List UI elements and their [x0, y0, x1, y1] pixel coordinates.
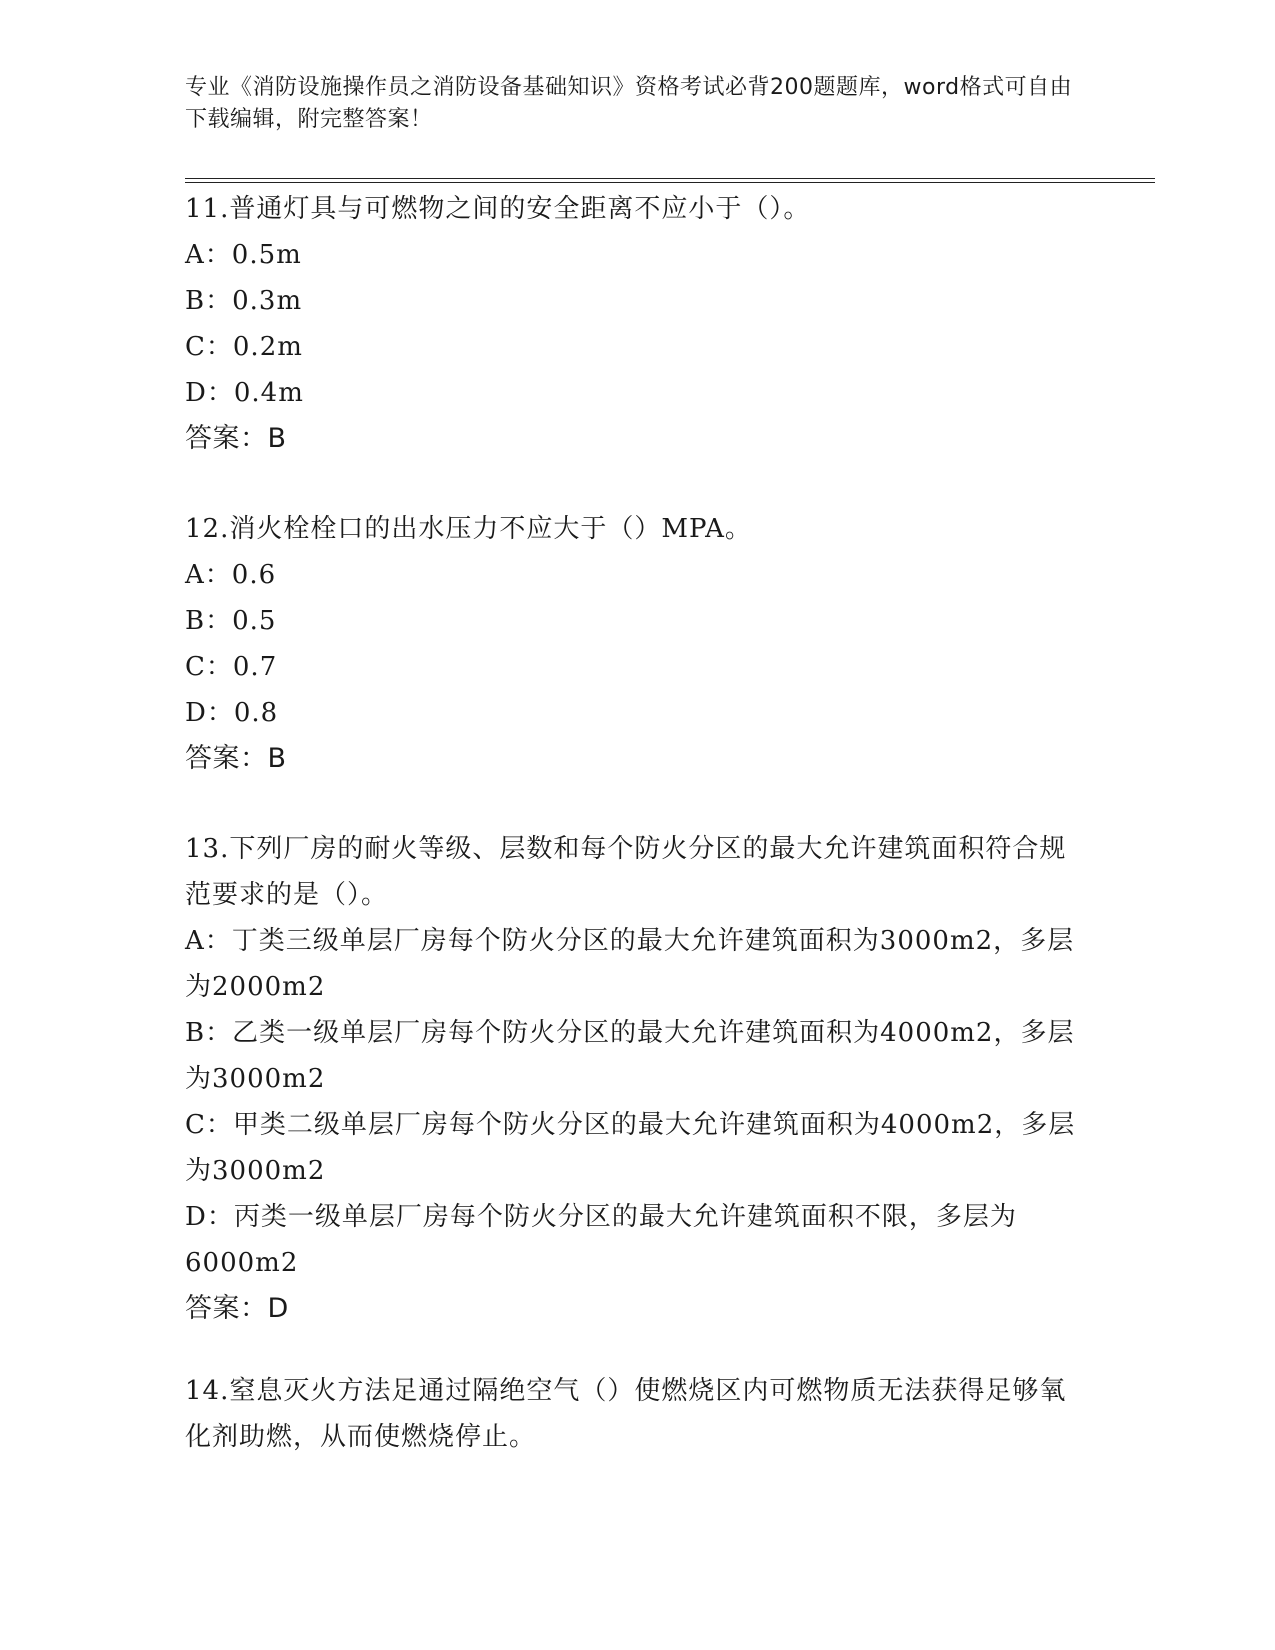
- answer: 答案：B: [185, 423, 287, 454]
- question-stem: 13.下列厂房的耐火等级、层数和每个防火分区的最大允许建筑面积符合规范要求的是（）。: [185, 834, 1067, 910]
- question-stem: 12.消火栓栓口的出水压力不应大于（）MPA。: [185, 514, 752, 544]
- option-d: D：0.8: [185, 698, 279, 728]
- option-d: D：丙类一级单层厂房每个防火分区的最大允许建筑面积不限，多层为6000m2: [185, 1202, 1017, 1278]
- header-divider-top: [185, 178, 1155, 179]
- question-13: [185, 826, 1085, 1332]
- option-c: C：甲类二级单层厂房每个防火分区的最大允许建筑面积为4000m2，多层为3000m2: [185, 1110, 1076, 1186]
- option-a: A：丁类三级单层厂房每个防火分区的最大允许建筑面积为3000m2，多层为2000m2: [185, 926, 1075, 1002]
- option-c: C：0.7: [185, 652, 278, 682]
- document-header: 专业《消防设施操作员之消防设备基础知识》资格考试必背200题题库，word格式可自由下载编辑，附完整答案！: [185, 75, 1073, 132]
- question-12: [185, 506, 1085, 782]
- answer: 答案：D: [185, 1293, 289, 1324]
- option-b: B：0.5: [185, 606, 277, 636]
- question-11: [185, 186, 1085, 462]
- option-c: C：0.2m: [185, 332, 303, 362]
- option-b: B：0.3m: [185, 286, 303, 316]
- option-a: A：0.5m: [185, 240, 302, 270]
- question-stem: 14.窒息灭火方法足通过隔绝空气（）使燃烧区内可燃物质无法获得足够氧化剂助燃，从而使燃烧停止。: [185, 1376, 1067, 1452]
- option-d: D：0.4m: [185, 378, 304, 408]
- answer: 答案：B: [185, 743, 287, 774]
- option-a: A：0.6: [185, 560, 277, 590]
- option-b: B：乙类一级单层厂房每个防火分区的最大允许建筑面积为4000m2，多层为3000m2: [185, 1018, 1075, 1094]
- header-divider-bottom: [185, 182, 1155, 183]
- question-14: [185, 1368, 1085, 1460]
- question-stem: 11.普通灯具与可燃物之间的安全距离不应小于（）。: [185, 194, 811, 224]
